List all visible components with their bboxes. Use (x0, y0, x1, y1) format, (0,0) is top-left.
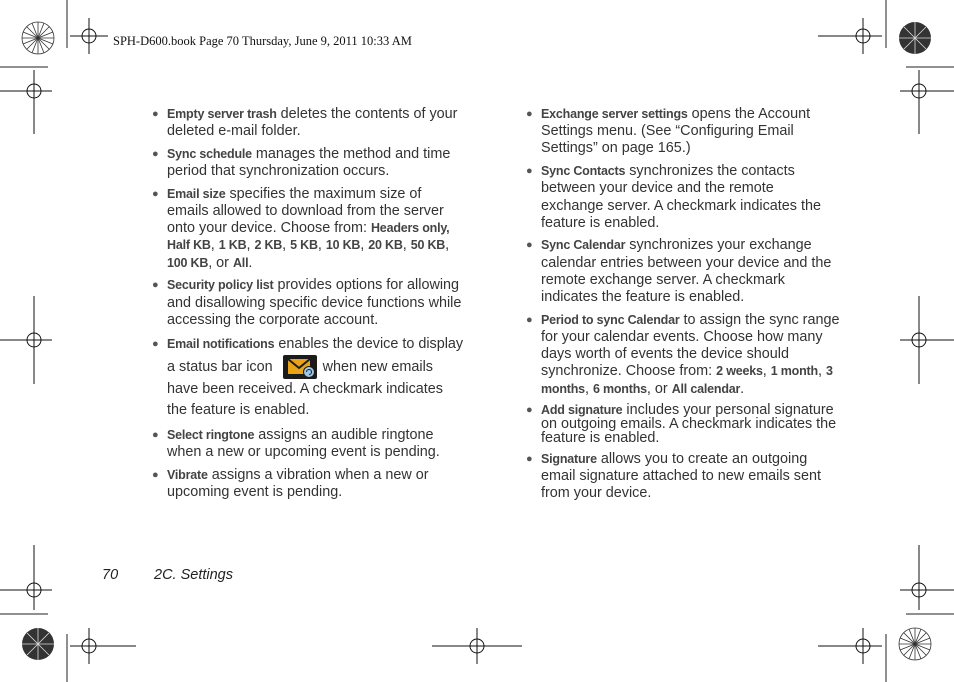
period: . (740, 380, 745, 397)
bullet-icon: ● (152, 187, 159, 200)
description: opens the Account Settings menu. (See “Configuring Email Settings” on page 165.) (541, 106, 811, 157)
option: 1 KB (218, 238, 247, 253)
description: assigns a vibration when a new or upcoming event is pending. (167, 466, 429, 501)
list-item-signature (526, 451, 840, 503)
list-item-sync-contacts (526, 163, 840, 232)
term: Sync Contacts (541, 164, 626, 179)
term: Email notifications (167, 337, 275, 352)
list-item-empty-server-trash (152, 106, 464, 140)
description: to assign the sync range for your calendar events. Choose how many days worth of events the device should synchronize. Choose from: (541, 311, 840, 380)
period: . (248, 254, 253, 271)
term: Exchange server settings (541, 107, 688, 121)
term: Select ringtone (167, 427, 255, 442)
term: Period to sync Calendar (541, 312, 680, 327)
term: Empty server trash (167, 107, 277, 121)
starburst-top-right (899, 22, 931, 54)
description: includes your personal signature on outgoing emails. A checkmark indicates the feature is enabled. (541, 402, 837, 447)
option: 20 KB (368, 238, 403, 253)
term: Signature (541, 451, 597, 466)
email-notification-icon (283, 355, 317, 379)
separator: , (210, 237, 219, 254)
list-item-exchange-server-settings (526, 106, 840, 158)
separator: , (445, 237, 450, 254)
option: 6 months (592, 381, 647, 396)
right-column (526, 106, 840, 508)
crosshair-bottom-left (70, 628, 136, 664)
description: synchronizes the contacts between your device and the remote exchange server. A checkmark indicates the feature is enabled. (541, 163, 821, 231)
option: 100 KB (167, 255, 209, 270)
bullet-icon: ● (152, 338, 159, 351)
description: deletes the contents of your deleted e-mail folder. (167, 106, 458, 140)
list-item-vibrate (152, 467, 464, 501)
crosshair-right-upper (900, 70, 954, 134)
crosshair-bottom-right (818, 628, 882, 664)
term: Vibrate (167, 467, 208, 482)
starburst-top-left (22, 22, 54, 54)
option: 2 weeks (716, 364, 763, 379)
bullet-icon: ● (526, 452, 533, 465)
list-item-security-policy (152, 277, 464, 329)
bullet-icon: ● (526, 239, 533, 252)
bullet-icon: ● (526, 108, 533, 120)
option: 10 KB (325, 238, 361, 253)
crosshair-top-left (70, 18, 108, 54)
separator: , (246, 237, 255, 254)
option: 1 month (770, 364, 818, 379)
crosshair-bottom-center (432, 628, 522, 664)
crosshair-right-mid (900, 296, 954, 384)
separator: , (584, 380, 593, 397)
description: enables the device to display a status bar icon (167, 336, 464, 376)
option: All calendar (671, 381, 741, 396)
description: provides options for allowing and disallowing specific device functions while accessing the corporate account. (167, 277, 462, 328)
list-item-sync-calendar (526, 237, 840, 306)
left-column (152, 106, 464, 507)
crosshair-left-mid (0, 296, 52, 384)
option: 3 months (541, 364, 833, 396)
term: Sync schedule (167, 146, 252, 161)
option: 50 KB (410, 238, 446, 253)
term: Add signature (541, 403, 623, 418)
bullet-icon: ● (152, 428, 159, 441)
section-title: 2C. Settings (154, 567, 233, 583)
bullet-icon: ● (152, 468, 159, 481)
option: All (232, 255, 249, 270)
print-slug: SPH-D600.book Page 70 Thursday, June 9, 2011 10:33 AM (113, 34, 412, 48)
separator: , or (646, 380, 672, 397)
bullet-icon: ● (526, 165, 533, 178)
list-item-select-ringtone (152, 427, 464, 461)
separator: , (402, 237, 411, 254)
separator: , or (208, 254, 233, 271)
description: assigns an audible ringtone when a new or upcoming event is pending. (167, 426, 440, 461)
option: Headers only, Half KB (167, 221, 450, 253)
option: 5 KB (290, 238, 318, 253)
description: specifies the maximum size of emails allowed to download from the server onto your device. Choose from: (167, 185, 444, 237)
option: 2 KB (254, 238, 283, 253)
term: Security policy list (167, 278, 274, 293)
starburst-bottom-right (899, 628, 931, 660)
description-continued: when new emails have been received. A checkmark indicates the feature is enabled. (167, 359, 443, 419)
list-item-sync-schedule (152, 146, 464, 180)
list-item-email-size (152, 186, 464, 272)
starburst-bottom-left (22, 628, 54, 660)
bullet-icon: ● (152, 147, 159, 160)
separator: , (762, 363, 771, 380)
bullet-icon: ● (152, 108, 159, 120)
description: synchronizes your exchange calendar entries between your device and the remote exchange server. A checkmark indicates the feature is enabled. (541, 237, 832, 306)
separator: , (817, 363, 826, 380)
page-number: 70 (102, 567, 119, 583)
term: Email size (167, 186, 226, 201)
separator: , (282, 237, 291, 254)
crosshair-top-right (818, 18, 882, 54)
list-item-email-notifications (152, 334, 464, 421)
bullet-icon: ● (526, 404, 533, 417)
bullet-icon: ● (152, 279, 159, 292)
list-item-period-to-sync-calendar (526, 312, 840, 398)
crosshair-left-upper (0, 70, 52, 134)
crosshair-left-lower (0, 545, 52, 610)
list-item-add-signature (526, 403, 840, 445)
term: Sync Calendar (541, 238, 626, 253)
separator: , (360, 237, 369, 254)
bullet-icon: ● (526, 313, 533, 326)
description: allows you to create an outgoing email signature attached to new emails sent from your device. (541, 450, 821, 502)
separator: , (317, 237, 326, 254)
description: manages the method and time period that synchronization occurs. (167, 145, 451, 180)
crosshair-right-lower (900, 545, 954, 610)
